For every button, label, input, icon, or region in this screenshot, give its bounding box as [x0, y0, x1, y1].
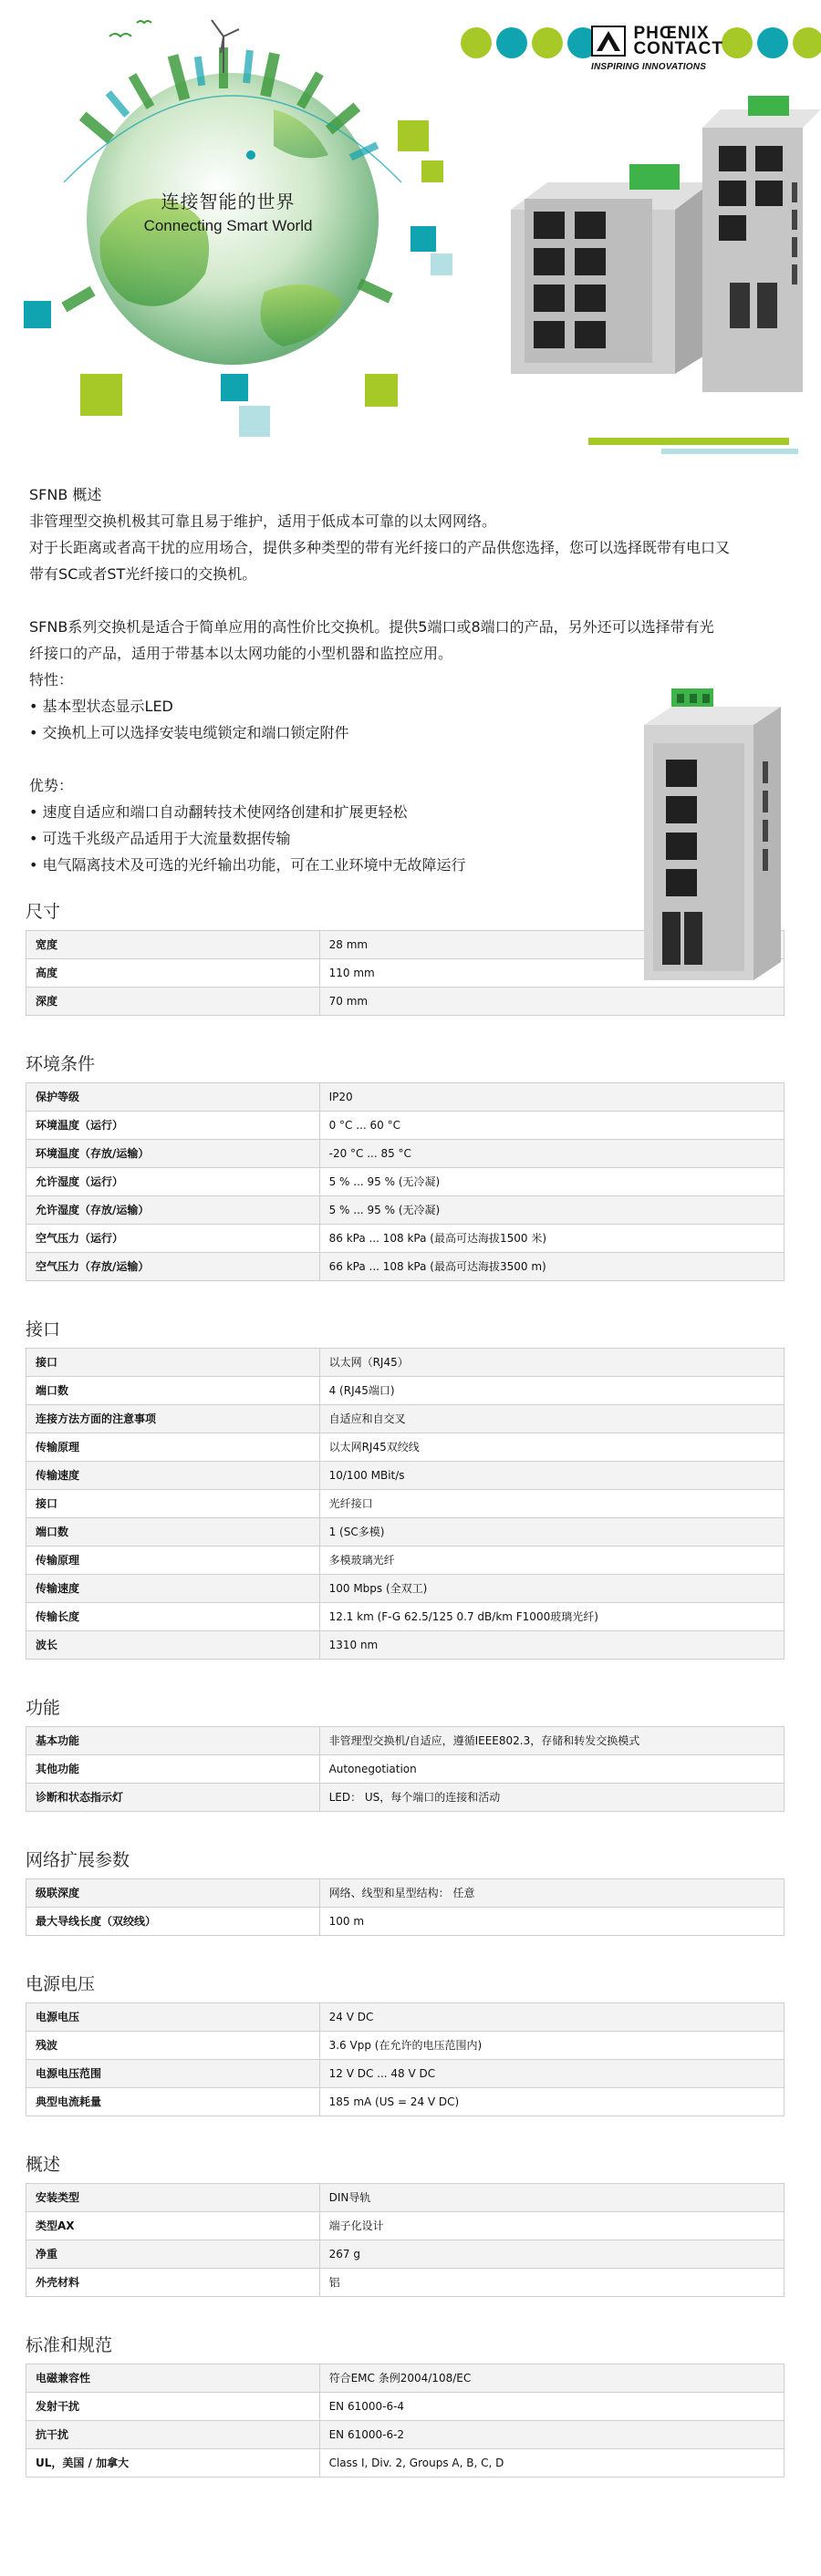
intro-paragraph: SFNB系列交换机是适合于简单应用的高性价比交换机。提供5端口或8端口的产品，另外还可以选择带有光 — [29, 618, 714, 636]
spec-key: 传输原理 — [26, 1547, 320, 1575]
spec-key: 其他功能 — [26, 1755, 320, 1784]
logo-line2: CONTACT — [633, 39, 723, 58]
logo-tagline: INSPIRING INNOVATIONS — [591, 62, 707, 72]
spec-key: 传输速度 — [26, 1575, 320, 1603]
spec-section-title: 接口 — [26, 1319, 61, 1340]
table-row — [26, 1377, 785, 1405]
spec-value: 非管理型交换机/自适应，遵循IEEE802.3，存储和转发交换模式 — [319, 1727, 784, 1755]
spec-table — [26, 2002, 785, 2116]
table-row — [26, 2364, 785, 2393]
spec-key: 类型AX — [26, 2212, 320, 2240]
spec-key: 宽度 — [26, 931, 320, 959]
spec-value: -20 °C ... 85 °C — [319, 1140, 784, 1168]
spec-key: 环境温度（运行） — [26, 1112, 320, 1140]
spec-section — [0, 1303, 821, 1681]
table-row — [26, 1631, 785, 1660]
spec-key: 安装类型 — [26, 2184, 320, 2212]
spec-value: 1310 nm — [319, 1631, 784, 1660]
spec-value: 5 % ... 95 % (无冷凝) — [319, 1196, 784, 1225]
deco-dot — [461, 27, 492, 58]
feature-item: • 基本型状态显示LED — [29, 698, 173, 715]
table-row — [26, 1168, 785, 1196]
spec-key: 外壳材料 — [26, 2269, 320, 2297]
spec-table — [26, 2364, 785, 2478]
table-row — [26, 1225, 785, 1253]
intro-paragraph: 带有SC或者ST光纤接口的交换机。 — [29, 565, 257, 583]
spec-key: 波长 — [26, 1631, 320, 1660]
spec-value: 100 Mbps (全双工) — [319, 1575, 784, 1603]
spec-key: 最大导线长度（双绞线） — [26, 1908, 320, 1936]
spec-table — [26, 2183, 785, 2297]
table-row — [26, 2032, 785, 2060]
spec-table — [26, 1726, 785, 1812]
table-row — [26, 1462, 785, 1490]
table-row — [26, 2088, 785, 2116]
spec-key: 允许湿度（存放/运输） — [26, 1196, 320, 1225]
table-row — [26, 1547, 785, 1575]
deco-square — [221, 374, 248, 401]
spec-value: 110 mm — [319, 959, 784, 988]
table-row — [26, 1140, 785, 1168]
spec-key: 传输原理 — [26, 1433, 320, 1462]
spec-key: 诊断和状态指示灯 — [26, 1784, 320, 1812]
caption-cn: 连接智能的世界 — [161, 191, 296, 212]
spec-section-title: 标准和规范 — [26, 2335, 113, 2355]
spec-key: 接口 — [26, 1490, 320, 1518]
deco-dot — [532, 27, 563, 58]
product-intro — [0, 456, 821, 878]
phoenix-contact-logo — [591, 26, 801, 72]
spec-key: 电源电压 — [26, 2003, 320, 2032]
table-row — [26, 2212, 785, 2240]
spec-key: 允许湿度（运行） — [26, 1168, 320, 1196]
table-row — [26, 2393, 785, 2421]
table-row — [26, 1349, 785, 1377]
spec-value: 3.6 Vpp (在允许的电压范围内) — [319, 2032, 784, 2060]
spec-section-title: 电源电压 — [26, 1974, 96, 1994]
deco-square — [431, 253, 452, 275]
spec-section — [0, 2138, 821, 2319]
spec-value: 12.1 km (F-G 62.5/125 0.7 dB/km F1000玻璃光纤) — [319, 1603, 784, 1631]
spec-value: 267 g — [319, 2240, 784, 2269]
table-row — [26, 1784, 785, 1812]
spec-key: UL，美国 / 加拿大 — [26, 2449, 320, 2478]
spec-section-title: 网络扩展参数 — [26, 1850, 130, 1870]
globe-caption — [137, 187, 319, 235]
table-row — [26, 2184, 785, 2212]
table-row — [26, 1575, 785, 1603]
spec-section-title: 概述 — [26, 2155, 61, 2175]
intro-paragraph: 对于长距离或者高干扰的应用场合，提供多种类型的带有光纤接口的产品供您选择，您可以选择既带有电口又 — [29, 539, 731, 556]
spec-key: 空气压力（存放/运输） — [26, 1253, 320, 1281]
spec-value: 4 (RJ45端口) — [319, 1377, 784, 1405]
header-banner — [0, 0, 821, 456]
spec-value: 1 (SC多模) — [319, 1518, 784, 1547]
spec-value: 66 kPa ... 108 kPa (最高可达海拔3500 m) — [319, 1253, 784, 1281]
table-row — [26, 1253, 785, 1281]
spec-value: DIN导轨 — [319, 2184, 784, 2212]
table-row — [26, 1518, 785, 1547]
spec-value: 5 % ... 95 % (无冷凝) — [319, 1168, 784, 1196]
spec-value: 自适应和自交叉 — [319, 1405, 784, 1433]
spec-value: 185 mA (US = 24 V DC) — [319, 2088, 784, 2116]
spec-section-title: 尺寸 — [26, 902, 61, 922]
spec-key: 传输长度 — [26, 1603, 320, 1631]
spec-table — [26, 1878, 785, 1936]
spec-value: 86 kPa ... 108 kPa (最高可达海拔1500 米) — [319, 1225, 784, 1253]
table-row — [26, 1433, 785, 1462]
spec-value: Class I, Div. 2, Groups A, B, C, D — [319, 2449, 784, 2478]
spec-key: 抗干扰 — [26, 2421, 320, 2449]
spec-section — [0, 1834, 821, 1958]
deco-square — [421, 160, 443, 182]
deco-square — [398, 120, 429, 151]
spec-section — [0, 1038, 821, 1303]
deco-square — [80, 374, 122, 416]
table-row — [26, 1083, 785, 1112]
table-row — [26, 1603, 785, 1631]
spec-value: 12 V DC ... 48 V DC — [319, 2060, 784, 2088]
table-row — [26, 2449, 785, 2478]
spec-key: 电磁兼容性 — [26, 2364, 320, 2393]
features-title: 特性： — [29, 671, 74, 688]
deco-square — [239, 406, 270, 437]
spec-section-title: 环境条件 — [26, 1054, 96, 1074]
table-row — [26, 2269, 785, 2297]
spec-value: 24 V DC — [319, 2003, 784, 2032]
deco-square — [365, 374, 398, 407]
table-row — [26, 1112, 785, 1140]
spec-value: 符合EMC 条例2004/108/EC — [319, 2364, 784, 2393]
advantage-item: • 可选千兆级产品适用于大流量数据传输 — [29, 830, 291, 847]
spec-key: 接口 — [26, 1349, 320, 1377]
spec-key: 基本功能 — [26, 1727, 320, 1755]
intro-paragraph: 纤接口的产品，适用于带基本以太网功能的小型机器和监控应用。 — [29, 645, 453, 662]
table-row — [26, 1727, 785, 1755]
spec-value: 28 mm — [319, 931, 784, 959]
table-row — [26, 988, 785, 1016]
spec-key: 电源电压范围 — [26, 2060, 320, 2088]
switch-device-image — [626, 688, 790, 989]
spec-value: EN 61000-6-2 — [319, 2421, 784, 2449]
deco-square — [24, 301, 51, 328]
spec-value: 以太网RJ45双绞线 — [319, 1433, 784, 1462]
spec-table — [26, 1082, 785, 1281]
spec-value: 以太网（RJ45） — [319, 1349, 784, 1377]
spec-key: 发射干扰 — [26, 2393, 320, 2421]
switch-image-right — [702, 96, 821, 392]
table-row — [26, 1879, 785, 1908]
spec-value: 70 mm — [319, 988, 784, 1016]
table-row — [26, 2060, 785, 2088]
spec-key: 典型电流耗量 — [26, 2088, 320, 2116]
spec-value: 铝 — [319, 2269, 784, 2297]
spec-value: IP20 — [319, 1083, 784, 1112]
spec-section — [0, 1958, 821, 2138]
logo-mark-icon — [591, 26, 626, 57]
spec-table — [26, 1348, 785, 1660]
spec-key: 传输速度 — [26, 1462, 320, 1490]
spec-key: 深度 — [26, 988, 320, 1016]
spec-key: 残波 — [26, 2032, 320, 2060]
feature-item: • 交换机上可以选择安装电缆锁定和端口锁定附件 — [29, 724, 349, 741]
deco-dot — [496, 27, 527, 58]
spec-key: 保护等级 — [26, 1083, 320, 1112]
spec-value: 100 m — [319, 1908, 784, 1936]
spec-container — [0, 885, 821, 2499]
spec-key: 空气压力（运行） — [26, 1225, 320, 1253]
intro-title: SFNB 概述 — [29, 486, 102, 503]
advantage-item: • 电气隔离技术及可选的光纤输出功能，可在工业环境中无故障运行 — [29, 856, 466, 874]
spec-key: 端口数 — [26, 1518, 320, 1547]
deco-square — [410, 226, 436, 252]
table-row — [26, 1490, 785, 1518]
intro-paragraph: 非管理型交换机极其可靠且易于维护，适用于低成本可靠的以太网网络。 — [29, 512, 497, 530]
table-row — [26, 1908, 785, 1936]
spec-key: 净重 — [26, 2240, 320, 2269]
spec-value: Autonegotiation — [319, 1755, 784, 1784]
table-row — [26, 1755, 785, 1784]
table-row — [26, 1405, 785, 1433]
spec-key: 环境温度（存放/运输） — [26, 1140, 320, 1168]
spec-value: 光纤接口 — [319, 1490, 784, 1518]
logo-line1: PHŒNIX — [633, 24, 710, 43]
spec-key: 端口数 — [26, 1377, 320, 1405]
advantage-item: • 速度自适应和端口自动翻转技术使网络创建和扩展更轻松 — [29, 803, 408, 821]
spec-section — [0, 1681, 821, 1834]
spec-value: 0 °C ... 60 °C — [319, 1112, 784, 1140]
table-row — [26, 2421, 785, 2449]
switch-image-left — [511, 164, 712, 374]
spec-value: 网络、线型和星型结构： 任意 — [319, 1879, 784, 1908]
spec-value: LED： US，每个端口的连接和活动 — [319, 1784, 784, 1812]
spec-key: 级联深度 — [26, 1879, 320, 1908]
spec-value: 10/100 MBit/s — [319, 1462, 784, 1490]
spec-key: 连接方法方面的注意事项 — [26, 1405, 320, 1433]
table-row — [26, 1196, 785, 1225]
spec-value: 多模玻璃光纤 — [319, 1547, 784, 1575]
advantages-title: 优势： — [29, 777, 74, 794]
spec-value: 端子化设计 — [319, 2212, 784, 2240]
spec-section — [0, 2319, 821, 2499]
caption-en: Connecting Smart World — [143, 217, 313, 234]
spec-key: 高度 — [26, 959, 320, 988]
spec-value: EN 61000-6-4 — [319, 2393, 784, 2421]
spec-section-title: 功能 — [26, 1698, 61, 1718]
table-row — [26, 2240, 785, 2269]
table-row — [26, 2003, 785, 2032]
